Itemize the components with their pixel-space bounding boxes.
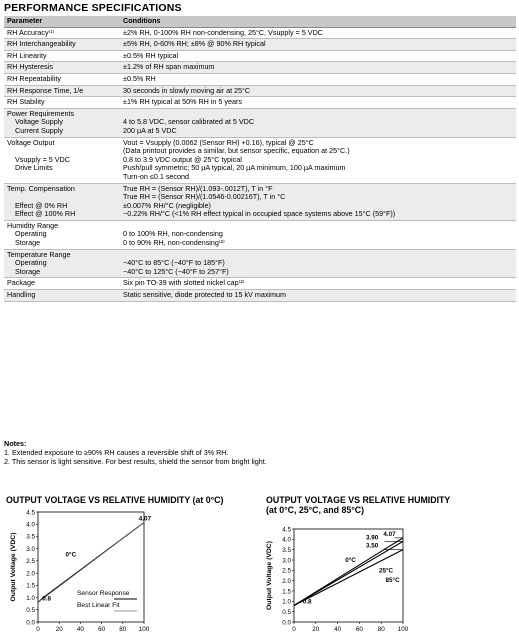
annotation-label: 0.8 bbox=[42, 595, 52, 603]
condition-text: 30 seconds in slowly moving air at 25°C bbox=[123, 85, 251, 95]
condition-text: 200 µA at 5 VDC bbox=[123, 125, 177, 135]
condition-text: Vout = Vsupply (0.0062 (Sensor RH) +0.16), typical @ 25°C bbox=[123, 137, 314, 147]
y-tick-label: 1.5 bbox=[26, 582, 35, 590]
y-tick-label: 0.0 bbox=[26, 619, 35, 627]
x-tick-label: 80 bbox=[377, 626, 385, 633]
parameter-text: Storage bbox=[15, 238, 41, 248]
y-tick-label: 0.5 bbox=[282, 608, 291, 616]
annotation-label: 0.8 bbox=[302, 598, 312, 606]
condition-text: Push/pull symmetric; 50 µA typical, 20 µA minimum, 100 µA maximum bbox=[123, 163, 346, 173]
parameter-text: RH Linearity bbox=[7, 50, 47, 60]
chart-title-line: OUTPUT VOLTAGE VS RELATIVE HUMIDITY bbox=[266, 495, 451, 505]
y-tick-label: 2.5 bbox=[282, 567, 291, 575]
parameter-text: RH Repeatability bbox=[7, 73, 61, 83]
condition-text: Turn-on ≤0.1 second bbox=[123, 171, 190, 181]
parameter-text: Vsupply = 5 VDC bbox=[15, 154, 70, 164]
condition-text: −0.22% RH/°C (<1% RH effect typical in occupied space systems above 15°C (59°F)) bbox=[123, 209, 396, 219]
x-tick-label: 60 bbox=[355, 626, 363, 633]
condition-text: 4 to 5.8 VDC, sensor calibrated at 5 VDC bbox=[123, 117, 255, 127]
y-tick-label: 1.0 bbox=[26, 594, 35, 602]
parameter-text: Effect @ 100% RH bbox=[15, 209, 76, 219]
condition-text: ±1.2% of RH span maximum bbox=[123, 62, 215, 72]
x-tick-label: 80 bbox=[119, 626, 127, 633]
x-tick-label: 40 bbox=[76, 626, 84, 633]
parameter-text: Operating bbox=[15, 258, 47, 268]
x-tick-label: 0 bbox=[36, 626, 40, 633]
condition-text: 0 to 100% RH, non-condensing bbox=[123, 229, 223, 239]
condition-text: ±0.5% RH bbox=[123, 73, 156, 83]
y-tick-label: 4.5 bbox=[282, 526, 291, 534]
condition-text: Six pin TO-39 with slotted nickel cap⁽²⁾ bbox=[123, 278, 245, 288]
y-axis-label: Output Voltage (VDC) bbox=[10, 532, 17, 602]
x-tick-label: 60 bbox=[98, 626, 106, 633]
plot-frame bbox=[294, 529, 403, 622]
y-tick-label: 3.5 bbox=[26, 533, 35, 541]
notes-heading: Notes: bbox=[4, 439, 27, 448]
y-tick-label: 4.5 bbox=[26, 509, 35, 517]
parameter-text: Current Supply bbox=[15, 125, 63, 135]
annotation-label: 4.07 bbox=[383, 530, 396, 538]
parameter-text: Operating bbox=[15, 229, 47, 239]
parameter-text: Storage bbox=[15, 266, 41, 276]
x-tick-label: 100 bbox=[138, 626, 150, 633]
y-tick-label: 3.5 bbox=[282, 546, 291, 554]
y-tick-label: 2.0 bbox=[26, 570, 35, 578]
parameter-text: RH Hysteresis bbox=[7, 62, 53, 72]
parameter-text: Temp. Compensation bbox=[7, 183, 75, 193]
parameter-text: Voltage Supply bbox=[15, 117, 63, 127]
parameter-text: Drive Limits bbox=[15, 163, 53, 173]
parameter-text: RH Stability bbox=[7, 97, 45, 107]
parameter-text: RH Interchangeability bbox=[7, 39, 76, 49]
y-tick-label: 0.5 bbox=[26, 607, 35, 615]
annotation-label: 85°C bbox=[385, 576, 400, 584]
parameter-text: Package bbox=[7, 278, 35, 288]
condition-text: ±2% RH, 0-100% RH non-condensing, 25°C, Vsupply = 5 VDC bbox=[123, 27, 323, 37]
parameter-text: Humidity Range bbox=[7, 220, 59, 230]
y-tick-label: 4.0 bbox=[282, 536, 291, 544]
annotation-label: 3.90 bbox=[365, 534, 379, 542]
note-item: 1. Extended exposure to ≥90% RH causes a reversible shift of 3% RH. bbox=[4, 447, 229, 457]
condition-text: −40°C to 85°C (−40°F to 185°F) bbox=[123, 258, 225, 268]
parameter-text: Effect @ 0% RH bbox=[15, 200, 68, 210]
y-tick-label: 1.5 bbox=[282, 588, 291, 596]
condition-text: Static sensitive, diode protected to 15 kV maximum bbox=[123, 290, 286, 300]
x-tick-label: 20 bbox=[55, 626, 63, 633]
condition-text: ±1% RH typical at 50% RH in 5 years bbox=[123, 97, 242, 107]
y-tick-label: 2.0 bbox=[282, 577, 291, 585]
y-tick-label: 3.0 bbox=[282, 557, 291, 565]
condition-text: ±5% RH, 0-60% RH; ±8% @ 90% RH typical bbox=[123, 39, 266, 49]
column-header: Parameter bbox=[4, 16, 120, 27]
y-axis-label: Output Voltage (VDC) bbox=[266, 541, 273, 610]
condition-text: 0 to 90% RH, non-condensing⁽²⁾ bbox=[123, 238, 225, 248]
condition-text: True RH = (Sensor RH)/(1.0546-0.00216T), T in °C bbox=[123, 192, 286, 202]
y-tick-label: 4.0 bbox=[26, 521, 35, 529]
annotation-label: 0°C bbox=[345, 557, 356, 565]
y-tick-label: 2.5 bbox=[26, 558, 35, 566]
legend-label: Sensor Response bbox=[77, 590, 130, 597]
annotation-label: 0°C bbox=[65, 551, 77, 559]
legend-label: Best Linear Fit bbox=[77, 602, 120, 609]
condition-text: (Data printout provides a similar, but sensor specific, equation at 25°C.) bbox=[123, 146, 350, 156]
parameter-text: Power Requirements bbox=[7, 108, 75, 118]
chart-subtitle: (at 0°C, 25°C, and 85°C) bbox=[266, 505, 365, 515]
x-tick-label: 100 bbox=[397, 626, 409, 633]
y-tick-label: 1.0 bbox=[282, 598, 291, 606]
y-tick-label: 3.0 bbox=[26, 545, 35, 553]
parameter-text: Temperature Range bbox=[7, 249, 71, 259]
y-tick-label: 0.0 bbox=[282, 619, 291, 627]
note-item: 2. This sensor is light sensitive. For best results, shield the sensor from bright light. bbox=[4, 456, 267, 466]
condition-text: −40°C to 125°C (−40°F to 257°F) bbox=[123, 266, 229, 276]
condition-text: ±0.5% RH typical bbox=[123, 50, 179, 60]
annotation-label: 3.50 bbox=[365, 542, 379, 550]
parameter-text: Handling bbox=[7, 290, 36, 300]
parameter-text: Voltage Output bbox=[7, 137, 55, 147]
condition-text: ±0.007% RH/°C (negligible) bbox=[123, 200, 211, 210]
condition-text: 0.8 to 3.9 VDC output @ 25°C typical bbox=[123, 154, 242, 164]
chart-title: OUTPUT VOLTAGE VS RELATIVE HUMIDITY (at 0°C) bbox=[6, 495, 224, 505]
column-header: Conditions bbox=[120, 16, 516, 27]
condition-text: True RH = (Sensor RH)/(1.093-.0012T), T in °F bbox=[123, 183, 273, 193]
x-tick-label: 20 bbox=[312, 626, 320, 633]
x-tick-label: 0 bbox=[292, 626, 296, 633]
annotation-label: 25°C bbox=[379, 567, 394, 575]
parameter-text: RH Accuracy⁽¹⁾ bbox=[7, 27, 55, 37]
x-tick-label: 40 bbox=[334, 626, 342, 633]
section-title: PERFORMANCE SPECIFICATIONS bbox=[4, 2, 182, 14]
annotation-label: 4.07 bbox=[138, 515, 151, 523]
parameter-text: RH Response Time, 1/e bbox=[7, 85, 84, 95]
